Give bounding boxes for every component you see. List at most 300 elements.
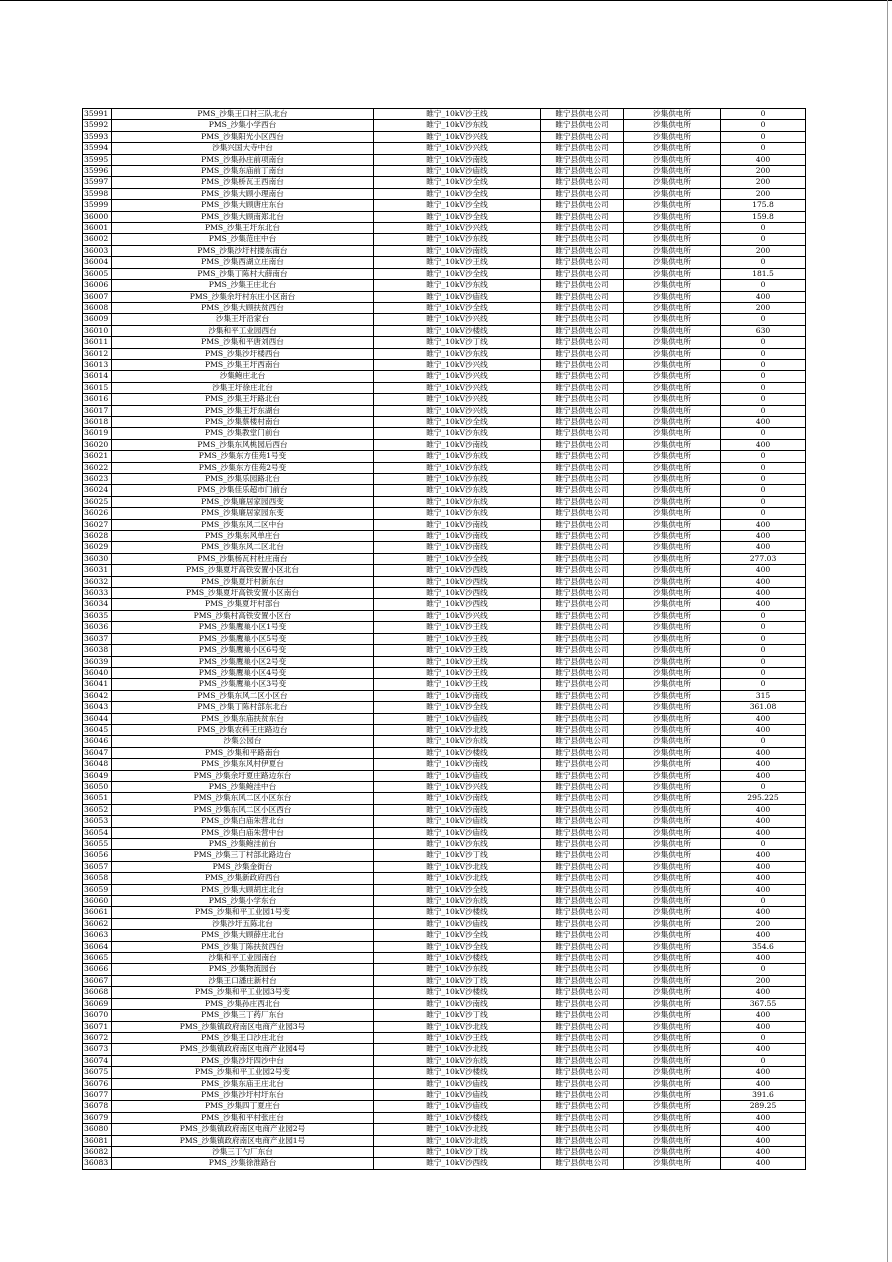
table-row <box>83 359 806 370</box>
transformer-name-cell: PMS_沙集镇政府南区电商产业园2号 <box>112 1124 374 1135</box>
station-cell: 沙集供电所 <box>624 280 721 291</box>
row-id-cell: 36071 <box>83 1021 112 1032</box>
station-cell: 沙集供电所 <box>624 781 721 792</box>
station-cell: 沙集供电所 <box>624 1067 721 1078</box>
station-cell: 沙集供电所 <box>624 109 721 120</box>
capacity-cell: 400 <box>721 588 806 599</box>
feeder-line-cell: 睢宁_10kV沙南线 <box>374 519 541 530</box>
table-row <box>83 542 806 553</box>
company-cell: 睢宁县供电公司 <box>541 337 624 348</box>
capacity-cell: 200 <box>721 245 806 256</box>
station-cell: 沙集供电所 <box>624 1032 721 1043</box>
station-cell: 沙集供电所 <box>624 1135 721 1146</box>
transformer-name-cell: PMS_沙集白庙朱营北台 <box>112 816 374 827</box>
feeder-line-cell: 睢宁_10kV沙北线 <box>374 724 541 735</box>
feeder-line-cell: 睢宁_10kV沙全线 <box>374 930 541 941</box>
transformer-name-cell: PMS_沙集大顾薛庄北台 <box>112 930 374 941</box>
table-row <box>83 918 806 929</box>
transformer-name-cell: 沙集沙圩五陈北台 <box>112 918 374 929</box>
station-cell: 沙集供电所 <box>624 964 721 975</box>
transformer-name-cell: PMS_沙集镇政府南区电商产业园4号 <box>112 1044 374 1055</box>
row-id-cell: 36060 <box>83 896 112 907</box>
table-row <box>83 291 806 302</box>
table-row <box>83 839 806 850</box>
capacity-cell: 0 <box>721 143 806 154</box>
transformer-name-cell: PMS_沙集佳乐超市门前台 <box>112 485 374 496</box>
feeder-line-cell: 睢宁_10kV沙庙线 <box>374 816 541 827</box>
table-row <box>83 896 806 907</box>
station-cell: 沙集供电所 <box>624 1021 721 1032</box>
table-row <box>83 610 806 621</box>
feeder-line-cell: 睢宁_10kV沙王线 <box>374 679 541 690</box>
capacity-cell: 400 <box>721 930 806 941</box>
station-cell: 沙集供电所 <box>624 884 721 895</box>
table-row <box>83 930 806 941</box>
feeder-line-cell: 睢宁_10kV沙兴线 <box>374 394 541 405</box>
transformer-name-cell: PMS_沙集西湖立庄南台 <box>112 257 374 268</box>
table-row <box>83 416 806 427</box>
table-row <box>83 394 806 405</box>
row-id-cell: 35997 <box>83 177 112 188</box>
company-cell: 睢宁县供电公司 <box>541 975 624 986</box>
row-id-cell: 36010 <box>83 325 112 336</box>
feeder-line-cell: 睢宁_10kV沙兴线 <box>374 143 541 154</box>
feeder-line-cell: 睢宁_10kV沙王线 <box>374 667 541 678</box>
company-cell: 睢宁县供电公司 <box>541 188 624 199</box>
feeder-line-cell: 睢宁_10kV沙庙线 <box>374 1078 541 1089</box>
capacity-cell: 0 <box>721 131 806 142</box>
station-cell: 沙集供电所 <box>624 325 721 336</box>
company-cell: 睢宁县供电公司 <box>541 223 624 234</box>
transformer-name-cell: PMS_沙集王圩东湖台 <box>112 405 374 416</box>
company-cell: 睢宁县供电公司 <box>541 588 624 599</box>
station-cell: 沙集供电所 <box>624 610 721 621</box>
table-row <box>83 998 806 1009</box>
station-cell: 沙集供电所 <box>624 987 721 998</box>
capacity-cell: 0 <box>721 234 806 245</box>
company-cell: 睢宁县供电公司 <box>541 599 624 610</box>
capacity-cell: 400 <box>721 987 806 998</box>
feeder-line-cell: 睢宁_10kV沙北线 <box>374 1124 541 1135</box>
station-cell: 沙集供电所 <box>624 804 721 815</box>
station-cell: 沙集供电所 <box>624 1078 721 1089</box>
company-cell: 睢宁县供电公司 <box>541 245 624 256</box>
transformer-name-cell: PMS_沙集廉居家园东变 <box>112 508 374 519</box>
row-id-cell: 36056 <box>83 850 112 861</box>
transformer-name-cell: PMS_沙集东风二区小区东台 <box>112 793 374 804</box>
row-id-cell: 36020 <box>83 439 112 450</box>
table-row <box>83 1135 806 1146</box>
capacity-cell: 200 <box>721 188 806 199</box>
top-border-line <box>0 0 892 1</box>
company-cell: 睢宁县供电公司 <box>541 553 624 564</box>
capacity-cell: 400 <box>721 1067 806 1078</box>
transformer-name-cell: PMS_沙集四丁夏庄台 <box>112 1101 374 1112</box>
company-cell: 睢宁县供电公司 <box>541 268 624 279</box>
company-cell: 睢宁县供电公司 <box>541 1089 624 1100</box>
row-id-cell: 36081 <box>83 1135 112 1146</box>
row-id-cell: 36017 <box>83 405 112 416</box>
company-cell: 睢宁县供电公司 <box>541 1055 624 1066</box>
station-cell: 沙集供电所 <box>624 1101 721 1112</box>
feeder-line-cell: 睢宁_10kV沙东线 <box>374 1055 541 1066</box>
capacity-cell: 0 <box>721 280 806 291</box>
capacity-cell: 400 <box>721 873 806 884</box>
table-row <box>83 177 806 188</box>
transformer-name-cell: PMS_沙集东庙前丁南台 <box>112 166 374 177</box>
company-cell: 睢宁县供电公司 <box>541 656 624 667</box>
feeder-line-cell: 睢宁_10kV沙东线 <box>374 736 541 747</box>
table-row <box>83 975 806 986</box>
capacity-cell: 0 <box>721 359 806 370</box>
capacity-cell: 400 <box>721 291 806 302</box>
row-id-cell: 36005 <box>83 268 112 279</box>
company-cell: 睢宁县供电公司 <box>541 1010 624 1021</box>
capacity-cell: 0 <box>721 382 806 393</box>
feeder-line-cell: 睢宁_10kV沙楼线 <box>374 907 541 918</box>
capacity-cell: 400 <box>721 1124 806 1135</box>
capacity-cell: 0 <box>721 964 806 975</box>
station-cell: 沙集供电所 <box>624 405 721 416</box>
station-cell: 沙集供电所 <box>624 1146 721 1157</box>
row-id-cell: 36036 <box>83 622 112 633</box>
capacity-cell: 400 <box>721 1146 806 1157</box>
capacity-cell: 0 <box>721 120 806 131</box>
station-cell: 沙集供电所 <box>624 1044 721 1055</box>
capacity-cell: 289.25 <box>721 1101 806 1112</box>
table-row <box>83 941 806 952</box>
feeder-line-cell: 睢宁_10kV沙王线 <box>374 109 541 120</box>
row-id-cell: 36008 <box>83 302 112 313</box>
station-cell: 沙集供电所 <box>624 382 721 393</box>
table-row <box>83 679 806 690</box>
transformer-name-cell: 沙集兴国大寺中台 <box>112 143 374 154</box>
feeder-line-cell: 睢宁_10kV沙庙线 <box>374 713 541 724</box>
station-cell: 沙集供电所 <box>624 234 721 245</box>
transformer-name-cell: PMS_沙集阳光小区西台 <box>112 131 374 142</box>
row-id-cell: 36051 <box>83 793 112 804</box>
capacity-cell: 200 <box>721 918 806 929</box>
capacity-cell: 159.8 <box>721 211 806 222</box>
station-cell: 沙集供电所 <box>624 531 721 542</box>
transformer-name-cell: PMS_沙集王口沙庄北台 <box>112 1032 374 1043</box>
capacity-cell: 400 <box>721 1112 806 1123</box>
feeder-line-cell: 睢宁_10kV沙全线 <box>374 200 541 211</box>
feeder-line-cell: 睢宁_10kV沙东线 <box>374 428 541 439</box>
company-cell: 睢宁县供电公司 <box>541 1124 624 1135</box>
company-cell: 睢宁县供电公司 <box>541 816 624 827</box>
station-cell: 沙集供电所 <box>624 816 721 827</box>
table-row <box>83 519 806 530</box>
row-id-cell: 36066 <box>83 964 112 975</box>
station-cell: 沙集供电所 <box>624 724 721 735</box>
capacity-cell: 175.8 <box>721 200 806 211</box>
feeder-line-cell: 睢宁_10kV沙东线 <box>374 496 541 507</box>
row-id-cell: 36003 <box>83 245 112 256</box>
row-id-cell: 36013 <box>83 359 112 370</box>
table-row <box>83 245 806 256</box>
transformer-name-cell: PMS_沙集王圩路北台 <box>112 394 374 405</box>
transformer-name-cell: 沙集王圩沿家台 <box>112 314 374 325</box>
capacity-cell: 0 <box>721 405 806 416</box>
capacity-cell: 0 <box>721 496 806 507</box>
table-row <box>83 781 806 792</box>
table-row <box>83 485 806 496</box>
transformer-name-cell: PMS_沙集夏圩村新东台 <box>112 576 374 587</box>
transformer-name-cell: PMS_沙集夏圩高铁安置小区北台 <box>112 565 374 576</box>
table-row <box>83 348 806 359</box>
company-cell: 睢宁县供电公司 <box>541 1158 624 1169</box>
row-id-cell: 36034 <box>83 599 112 610</box>
row-id-cell: 35993 <box>83 131 112 142</box>
company-cell: 睢宁县供电公司 <box>541 531 624 542</box>
station-cell: 沙集供电所 <box>624 1010 721 1021</box>
table-row <box>83 713 806 724</box>
row-id-cell: 36025 <box>83 496 112 507</box>
company-cell: 睢宁县供电公司 <box>541 382 624 393</box>
feeder-line-cell: 睢宁_10kV沙西线 <box>374 1158 541 1169</box>
transformer-name-cell: PMS_沙集和平工业园3号变 <box>112 987 374 998</box>
table-row <box>83 1032 806 1043</box>
capacity-cell: 0 <box>721 314 806 325</box>
transformer-name-cell: PMS_沙集王圩东北台 <box>112 223 374 234</box>
feeder-line-cell: 睢宁_10kV沙兴线 <box>374 314 541 325</box>
table-row <box>83 1146 806 1157</box>
table-row <box>83 337 806 348</box>
capacity-cell: 0 <box>721 610 806 621</box>
transformer-name-cell: PMS_沙集小学西台 <box>112 120 374 131</box>
table-row <box>83 325 806 336</box>
feeder-line-cell: 睢宁_10kV沙北线 <box>374 861 541 872</box>
table-row <box>83 109 806 120</box>
transformer-name-cell: PMS_沙集新政府西台 <box>112 873 374 884</box>
table-row <box>83 1158 806 1169</box>
company-cell: 睢宁县供电公司 <box>541 964 624 975</box>
station-cell: 沙集供电所 <box>624 519 721 530</box>
feeder-line-cell: 睢宁_10kV沙庙线 <box>374 918 541 929</box>
company-cell: 睢宁县供电公司 <box>541 793 624 804</box>
transformer-name-cell: 沙集和平工业园西台 <box>112 325 374 336</box>
row-id-cell: 36038 <box>83 645 112 656</box>
capacity-cell: 0 <box>721 1032 806 1043</box>
feeder-line-cell: 睢宁_10kV沙东线 <box>374 896 541 907</box>
row-id-cell: 35996 <box>83 166 112 177</box>
capacity-cell: 400 <box>721 1135 806 1146</box>
capacity-cell: 400 <box>721 804 806 815</box>
company-cell: 睢宁县供电公司 <box>541 519 624 530</box>
transformer-name-cell: PMS_沙集和平路南台 <box>112 747 374 758</box>
capacity-cell: 0 <box>721 656 806 667</box>
company-cell: 睢宁县供电公司 <box>541 485 624 496</box>
station-cell: 沙集供电所 <box>624 941 721 952</box>
table-row <box>83 645 806 656</box>
feeder-line-cell: 睢宁_10kV沙兴线 <box>374 781 541 792</box>
feeder-line-cell: 睢宁_10kV沙楼线 <box>374 987 541 998</box>
station-cell: 沙集供电所 <box>624 1124 721 1135</box>
feeder-line-cell: 睢宁_10kV沙全线 <box>374 416 541 427</box>
capacity-cell: 0 <box>721 1055 806 1066</box>
station-cell: 沙集供电所 <box>624 428 721 439</box>
capacity-cell: 0 <box>721 474 806 485</box>
row-id-cell: 36082 <box>83 1146 112 1157</box>
row-id-cell: 36083 <box>83 1158 112 1169</box>
station-cell: 沙集供电所 <box>624 576 721 587</box>
company-cell: 睢宁县供电公司 <box>541 747 624 758</box>
station-cell: 沙集供电所 <box>624 975 721 986</box>
table-row <box>83 439 806 450</box>
feeder-line-cell: 睢宁_10kV沙东线 <box>374 964 541 975</box>
station-cell: 沙集供电所 <box>624 839 721 850</box>
transformer-name-cell: PMS_沙集余圩夏庄路边东台 <box>112 770 374 781</box>
capacity-cell: 0 <box>721 337 806 348</box>
row-id-cell: 36006 <box>83 280 112 291</box>
row-id-cell: 36074 <box>83 1055 112 1066</box>
feeder-line-cell: 睢宁_10kV沙兴线 <box>374 371 541 382</box>
feeder-line-cell: 睢宁_10kV沙全线 <box>374 302 541 313</box>
transformer-name-cell: PMS_沙集东庙扶贫东台 <box>112 713 374 724</box>
row-id-cell: 36042 <box>83 690 112 701</box>
station-cell: 沙集供电所 <box>624 588 721 599</box>
capacity-cell: 400 <box>721 531 806 542</box>
table-row <box>83 1112 806 1123</box>
capacity-cell: 0 <box>721 622 806 633</box>
capacity-cell: 400 <box>721 747 806 758</box>
station-cell: 沙集供电所 <box>624 200 721 211</box>
capacity-cell: 400 <box>721 907 806 918</box>
station-cell: 沙集供电所 <box>624 462 721 473</box>
company-cell: 睢宁县供电公司 <box>541 645 624 656</box>
feeder-line-cell: 睢宁_10kV沙东线 <box>374 839 541 850</box>
row-id-cell: 36054 <box>83 827 112 838</box>
station-cell: 沙集供电所 <box>624 553 721 564</box>
feeder-line-cell: 睢宁_10kV沙庙线 <box>374 827 541 838</box>
transformer-name-cell: PMS_沙集大顾扶贫西台 <box>112 302 374 313</box>
feeder-line-cell: 睢宁_10kV沙南线 <box>374 804 541 815</box>
transformer-name-cell: PMS_沙集丁陈村部东北台 <box>112 702 374 713</box>
feeder-line-cell: 睢宁_10kV沙兴线 <box>374 131 541 142</box>
substation-table <box>82 108 806 1170</box>
feeder-line-cell: 睢宁_10kV沙兴线 <box>374 359 541 370</box>
table-row <box>83 234 806 245</box>
capacity-cell: 0 <box>721 485 806 496</box>
table-row <box>83 1124 806 1135</box>
feeder-line-cell: 睢宁_10kV沙王线 <box>374 257 541 268</box>
row-id-cell: 36053 <box>83 816 112 827</box>
company-cell: 睢宁县供电公司 <box>541 713 624 724</box>
capacity-cell: 400 <box>721 565 806 576</box>
capacity-cell: 0 <box>721 394 806 405</box>
station-cell: 沙集供电所 <box>624 736 721 747</box>
station-cell: 沙集供电所 <box>624 861 721 872</box>
station-cell: 沙集供电所 <box>624 918 721 929</box>
table-row <box>83 1055 806 1066</box>
station-cell: 沙集供电所 <box>624 451 721 462</box>
feeder-line-cell: 睢宁_10kV沙北线 <box>374 873 541 884</box>
transformer-name-cell: PMS_沙集教堂门前台 <box>112 428 374 439</box>
feeder-line-cell: 睢宁_10kV沙南线 <box>374 998 541 1009</box>
capacity-cell: 400 <box>721 439 806 450</box>
station-cell: 沙集供电所 <box>624 291 721 302</box>
feeder-line-cell: 睢宁_10kV沙王线 <box>374 1032 541 1043</box>
company-cell: 睢宁县供电公司 <box>541 120 624 131</box>
table-row <box>83 200 806 211</box>
capacity-cell: 0 <box>721 223 806 234</box>
transformer-name-cell: 沙集三丁勺厂东台 <box>112 1146 374 1157</box>
table-row <box>83 793 806 804</box>
transformer-name-cell: PMS_沙集镇政府南区电商产业园1号 <box>112 1135 374 1146</box>
row-id-cell: 36033 <box>83 588 112 599</box>
row-id-cell: 36024 <box>83 485 112 496</box>
transformer-name-cell: PMS_沙集夏圩村部台 <box>112 599 374 610</box>
company-cell: 睢宁县供电公司 <box>541 884 624 895</box>
station-cell: 沙集供电所 <box>624 416 721 427</box>
row-id-cell: 36044 <box>83 713 112 724</box>
transformer-name-cell: PMS_沙集王庄北台 <box>112 280 374 291</box>
feeder-line-cell: 睢宁_10kV沙庙线 <box>374 1101 541 1112</box>
company-cell: 睢宁县供电公司 <box>541 781 624 792</box>
row-id-cell: 35991 <box>83 109 112 120</box>
station-cell: 沙集供电所 <box>624 645 721 656</box>
row-id-cell: 36049 <box>83 770 112 781</box>
station-cell: 沙集供电所 <box>624 508 721 519</box>
station-cell: 沙集供电所 <box>624 143 721 154</box>
feeder-line-cell: 睢宁_10kV沙东线 <box>374 462 541 473</box>
capacity-cell: 0 <box>721 633 806 644</box>
station-cell: 沙集供电所 <box>624 177 721 188</box>
capacity-cell: 277.03 <box>721 553 806 564</box>
transformer-name-cell: PMS_沙集物流园台 <box>112 964 374 975</box>
row-id-cell: 36055 <box>83 839 112 850</box>
station-cell: 沙集供电所 <box>624 873 721 884</box>
station-cell: 沙集供电所 <box>624 896 721 907</box>
capacity-cell: 0 <box>721 371 806 382</box>
station-cell: 沙集供电所 <box>624 211 721 222</box>
company-cell: 睢宁县供电公司 <box>541 359 624 370</box>
company-cell: 睢宁县供电公司 <box>541 1112 624 1123</box>
row-id-cell: 36014 <box>83 371 112 382</box>
station-cell: 沙集供电所 <box>624 1055 721 1066</box>
row-id-cell: 36043 <box>83 702 112 713</box>
row-id-cell: 36007 <box>83 291 112 302</box>
company-cell: 睢宁县供电公司 <box>541 941 624 952</box>
capacity-cell: 354.6 <box>721 941 806 952</box>
table-row <box>83 884 806 895</box>
table-row <box>83 804 806 815</box>
transformer-name-cell: PMS_沙集鹰巢小区6号变 <box>112 645 374 656</box>
feeder-line-cell: 睢宁_10kV沙王线 <box>374 656 541 667</box>
capacity-cell: 400 <box>721 416 806 427</box>
feeder-line-cell: 睢宁_10kV沙兴线 <box>374 382 541 393</box>
table-row <box>83 257 806 268</box>
row-id-cell: 36009 <box>83 314 112 325</box>
table-row <box>83 131 806 142</box>
capacity-cell: 630 <box>721 325 806 336</box>
company-cell: 睢宁县供电公司 <box>541 827 624 838</box>
transformer-name-cell: PMS_沙集东方佳苑2号变 <box>112 462 374 473</box>
capacity-cell: 200 <box>721 302 806 313</box>
station-cell: 沙集供电所 <box>624 1089 721 1100</box>
company-cell: 睢宁县供电公司 <box>541 200 624 211</box>
station-cell: 沙集供电所 <box>624 154 721 165</box>
capacity-cell: 400 <box>721 1021 806 1032</box>
company-cell: 睢宁县供电公司 <box>541 177 624 188</box>
transformer-name-cell: PMS_沙集王口村三队北台 <box>112 109 374 120</box>
feeder-line-cell: 睢宁_10kV沙兴线 <box>374 610 541 621</box>
station-cell: 沙集供电所 <box>624 188 721 199</box>
transformer-name-cell: PMS_沙集农科王庄路边台 <box>112 724 374 735</box>
capacity-cell: 0 <box>721 508 806 519</box>
row-id-cell: 36052 <box>83 804 112 815</box>
